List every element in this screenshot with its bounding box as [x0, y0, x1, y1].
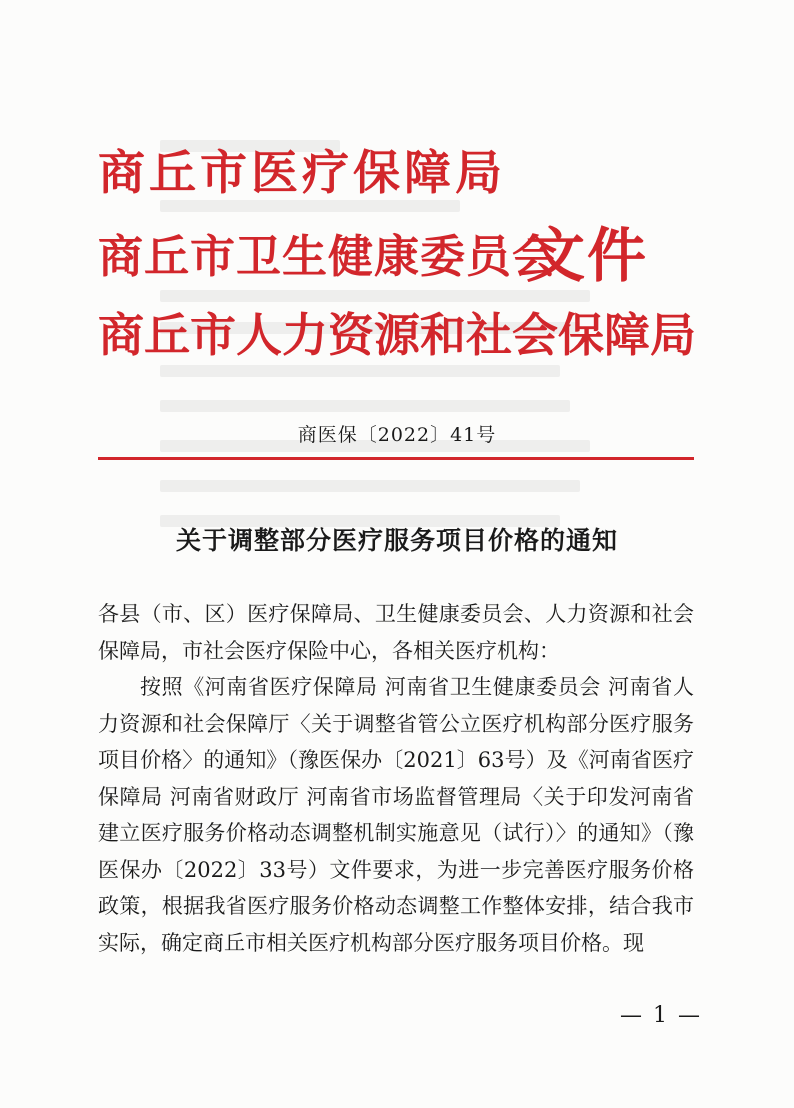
- issuing-org-human-resources: 商丘市人力资源和社会保障局: [98, 308, 696, 362]
- addressee-paragraph: 各县（市、区）医疗保障局、卫生健康委员会、人力资源和社会保障局，市社会医疗保险中心，各相关医疗机构：: [98, 602, 694, 663]
- document-body: [98, 596, 694, 961]
- issuing-org-medical-security: 商丘市医疗保障局: [98, 146, 506, 201]
- page-number: — 1 —: [620, 1003, 702, 1028]
- issuing-org-health-commission: 商丘市卫生健康委员会: [98, 230, 559, 283]
- red-separator-line: [98, 457, 694, 460]
- document-number: 商医保〔2022〕41号: [297, 424, 497, 446]
- body-paragraph: 按照《河南省医疗保障局 河南省卫生健康委员会 河南省人力资源和社会保障厅〈关于调整省管公立医疗机构部分医疗服务项目价格〉的通知》（豫医保办〔2021〕63号）及《河南省医疗保障局 河南省财政厅 河南省市场监督管理局〈关于印发河南省建立医疗服务价格动态调整机制实施意见（试行）〉的通知》（豫医保办〔2022〕33号）文件要求，为进一步完善医疗服务价格政策，根据我省医疗服务价格动态调整工作整体安排，结合我市实际，确定商丘市相关医疗机构部分医疗服务项目价格。现: [98, 675, 694, 955]
- document-type-label: 文件: [526, 221, 649, 290]
- document-title: 关于调整部分医疗服务项目价格的通知: [175, 526, 618, 555]
